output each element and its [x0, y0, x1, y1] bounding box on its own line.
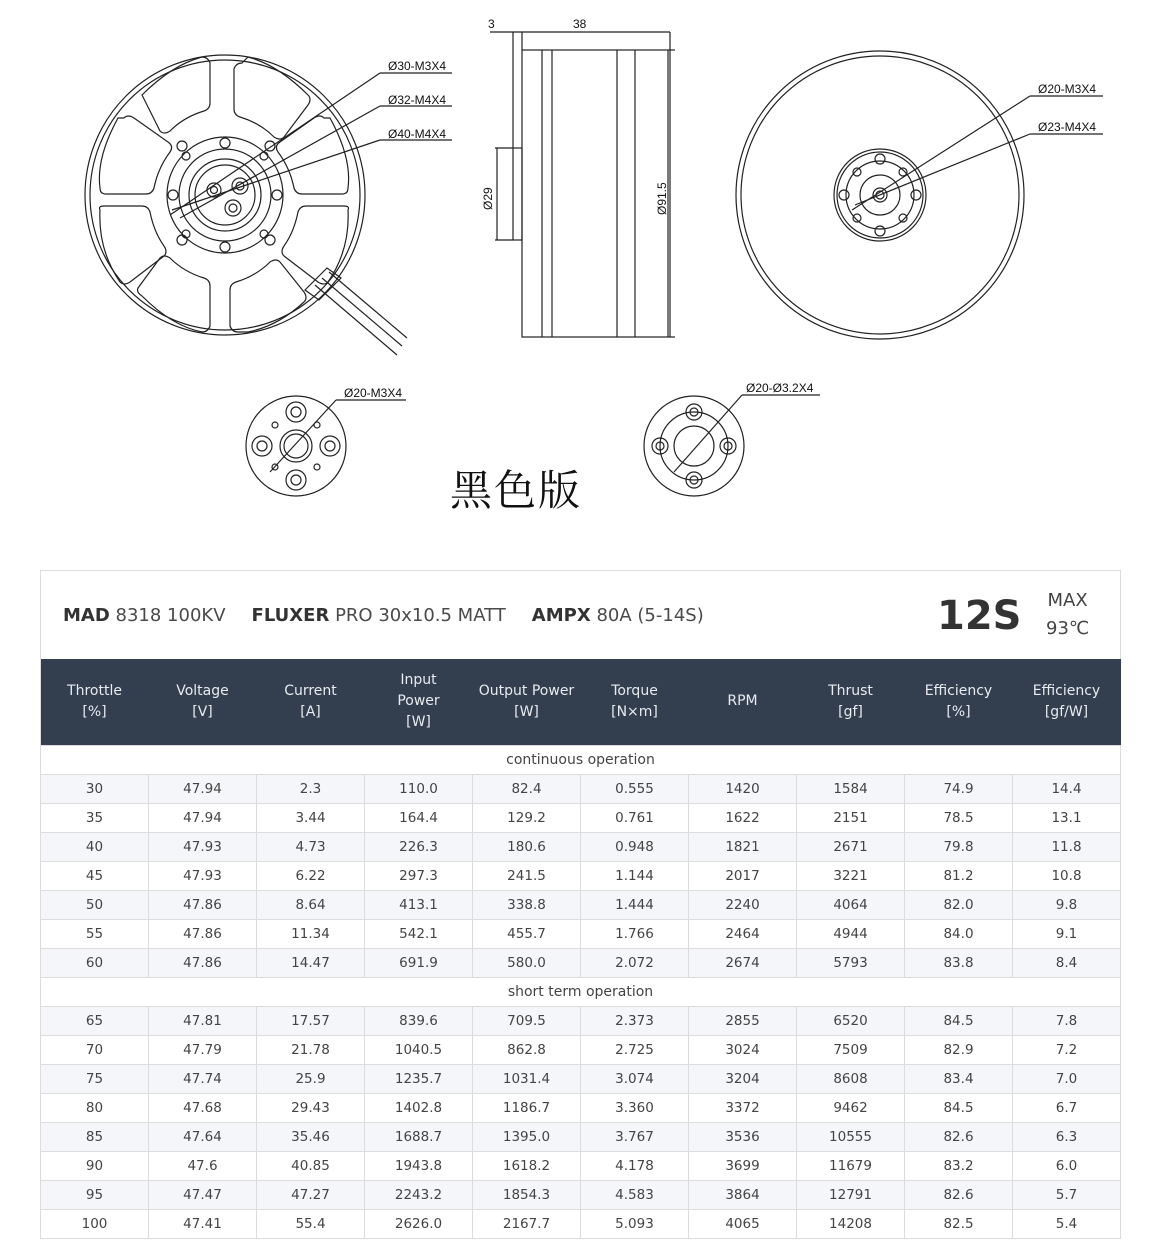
table-cell: 4064: [797, 890, 905, 919]
table-row: [41, 1035, 1121, 1064]
table-cell: 1040.5: [365, 1035, 473, 1064]
table-cell: 3536: [689, 1122, 797, 1151]
column-header-line: Efficiency: [924, 682, 993, 699]
table-cell: 6.0: [1013, 1151, 1121, 1180]
table-cell: 84.0: [905, 919, 1013, 948]
callout-rear-d23: Ø23-M4X4: [1038, 120, 1097, 134]
max-label: MAX: [1047, 590, 1088, 611]
table-row: [41, 890, 1121, 919]
table-cell: 40: [41, 832, 149, 861]
table-cell: 8.64: [257, 890, 365, 919]
table-cell: 47.81: [149, 1006, 257, 1035]
table-cell: 11.34: [257, 919, 365, 948]
table-cell: 7.2: [1013, 1035, 1121, 1064]
column-header-line: [W]: [406, 714, 431, 731]
table-cell: 13.1: [1013, 803, 1121, 832]
table-cell: 47.94: [149, 774, 257, 803]
table-cell: 2243.2: [365, 1180, 473, 1209]
table-cell: 2855: [689, 1006, 797, 1035]
table-cell: 542.1: [365, 919, 473, 948]
table-cell: 10555: [797, 1122, 905, 1151]
table-cell: 1.144: [581, 861, 689, 890]
table-cell: 83.2: [905, 1151, 1013, 1180]
column-header: [365, 659, 473, 745]
table-cell: 3204: [689, 1064, 797, 1093]
table-cell: 47.47: [149, 1180, 257, 1209]
table-cell: 2151: [797, 803, 905, 832]
column-header-line: Thrust: [828, 682, 873, 699]
column-header: [689, 659, 797, 745]
table-cell: 1420: [689, 774, 797, 803]
table-cell: 129.2: [473, 803, 581, 832]
table-row: [41, 1093, 1121, 1122]
table-cell: 47.79: [149, 1035, 257, 1064]
table-cell: 3221: [797, 861, 905, 890]
callout-d30: Ø30-M3X4: [388, 59, 447, 73]
table-cell: 47.41: [149, 1209, 257, 1238]
table-cell: 0.948: [581, 832, 689, 861]
table-cell: 82.0: [905, 890, 1013, 919]
table-cell: 3.360: [581, 1093, 689, 1122]
esc-model: 80A (5-14S): [596, 604, 704, 626]
table-cell: 4944: [797, 919, 905, 948]
table-row: [41, 919, 1121, 948]
table-cell: 8608: [797, 1064, 905, 1093]
table-cell: 82.5: [905, 1209, 1013, 1238]
table-cell: 1.444: [581, 890, 689, 919]
table-cell: 4.73: [257, 832, 365, 861]
table-cell: 82.4: [473, 774, 581, 803]
table-cell: 45: [41, 861, 149, 890]
table-cell: 47.93: [149, 832, 257, 861]
table-cell: 10.8: [1013, 861, 1121, 890]
esc-spec: [532, 605, 704, 626]
table-cell: 60: [41, 948, 149, 977]
table-cell: 241.5: [473, 861, 581, 890]
table-cell: 3699: [689, 1151, 797, 1180]
column-header: [473, 659, 581, 745]
table-cell: 1943.8: [365, 1151, 473, 1180]
table-cell: 47.86: [149, 919, 257, 948]
table-cell: 1854.3: [473, 1180, 581, 1209]
callout-adapter-right: Ø20-Ø3.2X4: [746, 381, 814, 395]
prop-brand: FLUXER: [251, 604, 330, 626]
table-cell: 1.766: [581, 919, 689, 948]
table-cell: 4065: [689, 1209, 797, 1238]
table-cell: 9462: [797, 1093, 905, 1122]
table-cell: 691.9: [365, 948, 473, 977]
table-cell: 2.725: [581, 1035, 689, 1064]
version-label: 黑色版: [450, 466, 583, 515]
section-label: short term operation: [41, 977, 1121, 1006]
dim-flange: 3: [488, 17, 495, 31]
column-header-line: RPM: [727, 693, 758, 710]
section-label: continuous operation: [41, 745, 1121, 774]
callout-adapter-left: Ø20-M3X4: [344, 386, 403, 400]
column-header: [257, 659, 365, 745]
table-row: [41, 1006, 1121, 1035]
table-cell: 81.2: [905, 861, 1013, 890]
dim-shaft-dia: Ø29: [481, 187, 495, 210]
column-header-line: [gf/W]: [1044, 703, 1089, 720]
table-row: [41, 803, 1121, 832]
technical-drawings: [0, 0, 1160, 560]
table-cell: 83.4: [905, 1064, 1013, 1093]
table-cell: 6520: [797, 1006, 905, 1035]
table-cell: 3.44: [257, 803, 365, 832]
motor-brand: MAD: [63, 604, 110, 626]
table-cell: 80: [41, 1093, 149, 1122]
table-row: [41, 1180, 1121, 1209]
table-cell: 47.27: [257, 1180, 365, 1209]
table-cell: 3024: [689, 1035, 797, 1064]
column-header-line: [A]: [300, 703, 321, 720]
table-cell: 5.4: [1013, 1209, 1121, 1238]
column-header-line: Output Power: [478, 682, 575, 699]
table-cell: 2.072: [581, 948, 689, 977]
table-cell: 47.64: [149, 1122, 257, 1151]
table-cell: 40.85: [257, 1151, 365, 1180]
column-header-line: Efficiency: [1032, 682, 1101, 699]
table-cell: 1395.0: [473, 1122, 581, 1151]
column-header-line: Voltage: [176, 682, 229, 699]
prop-spec: [252, 605, 506, 626]
table-cell: 2167.7: [473, 1209, 581, 1238]
table-cell: 1031.4: [473, 1064, 581, 1093]
column-header-line: Throttle: [67, 682, 122, 699]
table-cell: 1688.7: [365, 1122, 473, 1151]
table-row: [41, 1209, 1121, 1238]
table-cell: 82.6: [905, 1180, 1013, 1209]
table-cell: 47.93: [149, 861, 257, 890]
table-cell: 14.47: [257, 948, 365, 977]
table-cell: 3.767: [581, 1122, 689, 1151]
table-row: [41, 1064, 1121, 1093]
column-header-line: [gf]: [838, 703, 863, 720]
table-cell: 35.46: [257, 1122, 365, 1151]
column-header: [149, 659, 257, 745]
table-cell: 338.8: [473, 890, 581, 919]
section-row: [41, 977, 1121, 1006]
table-cell: 79.8: [905, 832, 1013, 861]
table-cell: 9.1: [1013, 919, 1121, 948]
table-row: [41, 948, 1121, 977]
column-header: [41, 659, 149, 745]
table-row: [41, 1151, 1121, 1180]
table-cell: 297.3: [365, 861, 473, 890]
table-cell: 3864: [689, 1180, 797, 1209]
table-row: [41, 1122, 1121, 1151]
table-cell: 5793: [797, 948, 905, 977]
table-cell: 2464: [689, 919, 797, 948]
table-cell: 2626.0: [365, 1209, 473, 1238]
dim-body-dia: Ø91.5: [655, 182, 669, 215]
table-cell: 4.583: [581, 1180, 689, 1209]
table-cell: 35: [41, 803, 149, 832]
table-header-row: [41, 659, 1121, 745]
table-cell: 17.57: [257, 1006, 365, 1035]
motor-model: 8318 100KV: [115, 604, 226, 626]
table-cell: 839.6: [365, 1006, 473, 1035]
column-header: [905, 659, 1013, 745]
table-cell: 65: [41, 1006, 149, 1035]
table-cell: 164.4: [365, 803, 473, 832]
section-row: [41, 745, 1121, 774]
table-cell: 55: [41, 919, 149, 948]
table-row: [41, 832, 1121, 861]
table-cell: 84.5: [905, 1093, 1013, 1122]
table-cell: 84.5: [905, 1006, 1013, 1035]
table-cell: 11.8: [1013, 832, 1121, 861]
table-cell: 74.9: [905, 774, 1013, 803]
table-cell: 455.7: [473, 919, 581, 948]
table-cell: 14208: [797, 1209, 905, 1238]
table-cell: 3.074: [581, 1064, 689, 1093]
table-cell: 1584: [797, 774, 905, 803]
table-cell: 862.8: [473, 1035, 581, 1064]
column-header-line: Torque: [611, 682, 658, 699]
table-cell: 7.8: [1013, 1006, 1121, 1035]
table-cell: 82.9: [905, 1035, 1013, 1064]
table-cell: 2017: [689, 861, 797, 890]
column-header: [1013, 659, 1121, 745]
column-header-line: Input: [400, 672, 437, 689]
table-cell: 70: [41, 1035, 149, 1064]
table-cell: 1618.2: [473, 1151, 581, 1180]
callout-d32: Ø32-M4X4: [388, 93, 447, 107]
table-cell: 85: [41, 1122, 149, 1151]
table-cell: 180.6: [473, 832, 581, 861]
table-cell: 14.4: [1013, 774, 1121, 803]
table-cell: 580.0: [473, 948, 581, 977]
table-cell: 1402.8: [365, 1093, 473, 1122]
table-body: [41, 745, 1121, 1238]
table-cell: 47.94: [149, 803, 257, 832]
table-cell: 95: [41, 1180, 149, 1209]
table-cell: 110.0: [365, 774, 473, 803]
max-temp-value: 93℃: [1046, 618, 1090, 639]
table-cell: 47.68: [149, 1093, 257, 1122]
table-cell: 413.1: [365, 890, 473, 919]
table-cell: 4.178: [581, 1151, 689, 1180]
adapter-right-drawing: [644, 395, 820, 496]
table-cell: 5.7: [1013, 1180, 1121, 1209]
table-cell: 29.43: [257, 1093, 365, 1122]
table-cell: 7.0: [1013, 1064, 1121, 1093]
table-cell: 226.3: [365, 832, 473, 861]
table-cell: 0.761: [581, 803, 689, 832]
table-row: [41, 861, 1121, 890]
table-row: [41, 774, 1121, 803]
table-cell: 11679: [797, 1151, 905, 1180]
table-cell: 50: [41, 890, 149, 919]
dim-height: 38: [573, 17, 587, 31]
table-cell: 90: [41, 1151, 149, 1180]
table-cell: 12791: [797, 1180, 905, 1209]
table-cell: 1821: [689, 832, 797, 861]
column-header-line: [V]: [192, 703, 213, 720]
column-header: [797, 659, 905, 745]
table-cell: 83.8: [905, 948, 1013, 977]
table-cell: 2.3: [257, 774, 365, 803]
table-cell: 30: [41, 774, 149, 803]
table-cell: 75: [41, 1064, 149, 1093]
column-header-line: [N×m]: [611, 703, 658, 720]
prop-model: PRO 30x10.5 MATT: [335, 604, 506, 626]
table-cell: 709.5: [473, 1006, 581, 1035]
column-header-line: [%]: [946, 703, 971, 720]
table-cell: 1622: [689, 803, 797, 832]
table-cell: 3372: [689, 1093, 797, 1122]
table-cell: 7509: [797, 1035, 905, 1064]
table-cell: 100: [41, 1209, 149, 1238]
column-header-line: [W]: [514, 703, 539, 720]
table-cell: 8.4: [1013, 948, 1121, 977]
performance-table: [40, 659, 1121, 1239]
table-cell: 47.86: [149, 890, 257, 919]
table-cell: 6.7: [1013, 1093, 1121, 1122]
table-cell: 2671: [797, 832, 905, 861]
table-cell: 78.5: [905, 803, 1013, 832]
table-cell: 2.373: [581, 1006, 689, 1035]
table-cell: 0.555: [581, 774, 689, 803]
column-header-line: Power: [397, 693, 440, 710]
column-header: [581, 659, 689, 745]
table-cell: 2674: [689, 948, 797, 977]
cell-count: 12S: [937, 593, 1022, 639]
table-cell: 9.8: [1013, 890, 1121, 919]
table-cell: 6.3: [1013, 1122, 1121, 1151]
table-cell: 47.74: [149, 1064, 257, 1093]
table-cell: 55.4: [257, 1209, 365, 1238]
column-header-line: [%]: [82, 703, 107, 720]
table-cell: 25.9: [257, 1064, 365, 1093]
column-header-line: Current: [284, 682, 337, 699]
spec-header: [41, 571, 1120, 659]
table-cell: 6.22: [257, 861, 365, 890]
table-cell: 1186.7: [473, 1093, 581, 1122]
motor-spec: [63, 605, 226, 626]
esc-brand: AMPX: [531, 604, 591, 626]
callout-rear-d20: Ø20-M3X4: [1038, 82, 1097, 96]
callout-d40: Ø40-M4X4: [388, 127, 447, 141]
table-cell: 2240: [689, 890, 797, 919]
adapter-left-drawing: [246, 396, 406, 496]
max-temp: [1046, 587, 1089, 643]
spec-card: [40, 570, 1121, 1238]
table-cell: 1235.7: [365, 1064, 473, 1093]
table-cell: 47.86: [149, 948, 257, 977]
table-cell: 21.78: [257, 1035, 365, 1064]
side-view-drawing: [490, 32, 675, 337]
table-cell: 47.6: [149, 1151, 257, 1180]
table-cell: 82.6: [905, 1122, 1013, 1151]
table-cell: 5.093: [581, 1209, 689, 1238]
